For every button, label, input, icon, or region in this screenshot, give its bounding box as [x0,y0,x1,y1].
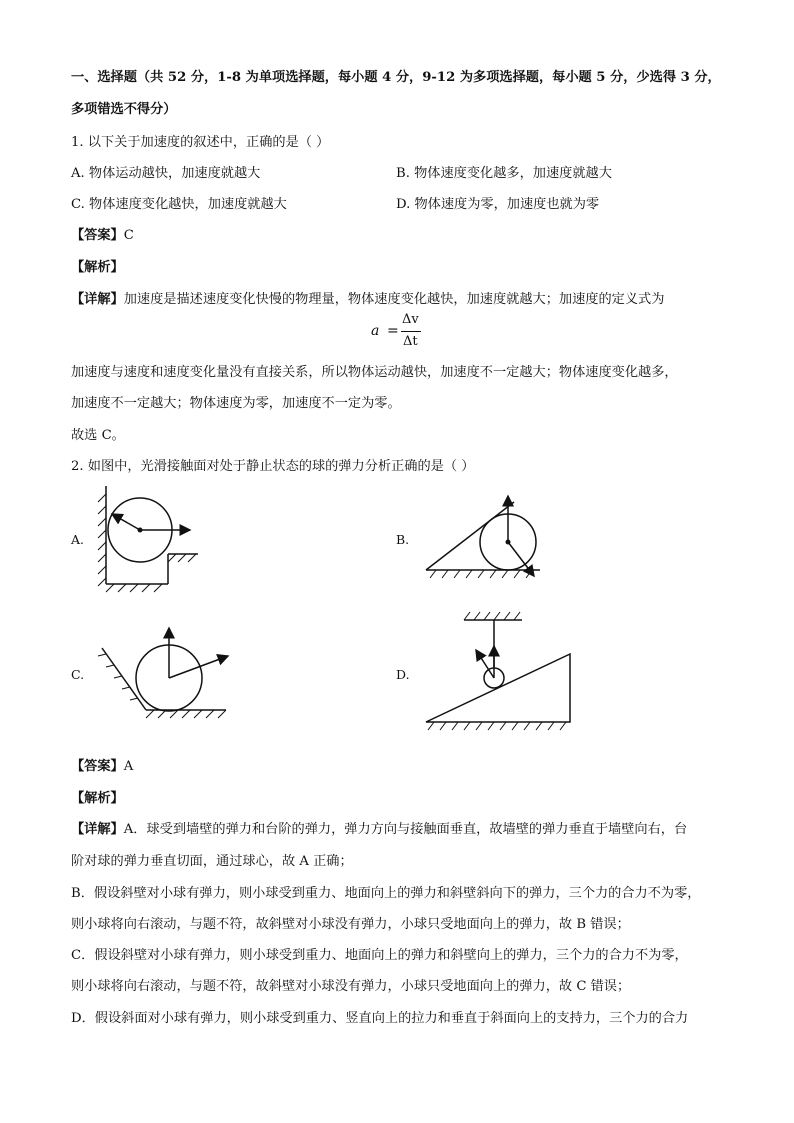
q1-analysis-label: 【解析】 [71,260,124,275]
q1-option-d: D. 物体速度为零，加速度也就为零 [396,197,600,212]
q1-detail-line2: 加速度与速度和速度变化量没有直接关系，所以物体运动越快，加速度不一定越大；物体速度变化越多， [71,365,678,380]
formula-fraction-bar [401,331,421,332]
q1-detail-text: 加速度是描述速度变化快慢的物理量，物体速度变化越快，加速度就越大；加速度的定义式为 [123,292,665,307]
q2-detail-d: D．假设斜面对小球有弹力，则小球受到重力、竖直向上的拉力和垂直于斜面向上的支持力，三个力的合力 [71,1011,689,1026]
figure-c-v-corner [92,622,242,726]
q2-detail-a2: 阶对球的弹力垂直切面，通过球心，故 A 正确； [71,854,353,869]
figure-b-inclined-wall [420,492,550,588]
formula-numerator: Δv [402,312,419,327]
q2-stem: 2. 如图中，光滑接触面对处于静止状态的球的弹力分析正确的是（ ） [71,459,475,474]
q2-label-a: A. [71,532,85,547]
q2-detail-label: 【详解】 [71,822,124,837]
q2-label-b: B. [396,532,410,547]
q1-conclusion: 故选 C。 [71,428,125,443]
figure-a-wall-step [90,480,210,600]
q2-label-c: C. [71,667,85,682]
section-heading-line2: 多项错选不得分） [71,102,177,117]
q2-detail-a-row [71,818,687,837]
q2-analysis-label: 【解析】 [71,791,124,806]
q2-detail-c: C．假设斜壁对小球有弹力，则小球受到重力、地面向上的弹力和斜壁向上的弹力，三个力的合力不为零， [71,948,688,963]
q1-detail-line3: 加速度不一定越大；物体速度为零，加速度不一定为零。 [71,396,401,411]
q1-option-b: B. 物体速度变化越多，加速度就越大 [396,166,612,181]
q1-answer-row [71,224,134,243]
section-heading-line1: 一、选择题（共 52 分，1-8 为单项选择题，每小题 4 分，9-12 为多项选择题，每小题 5 分，少选得 3 分， [71,70,721,85]
q2-answer-row [71,755,133,774]
q1-detail-row [71,288,664,307]
acceleration-formula [371,312,431,352]
q1-answer-value: C [123,228,134,243]
q1-detail-label: 【详解】 [71,292,124,307]
q2-answer-value: A [123,759,134,774]
q1-stem: 1. 以下关于加速度的叙述中，正确的是（ ） [71,135,330,150]
formula-denominator: Δt [403,334,418,349]
q1-answer-label: 【答案】 [71,228,124,243]
q2-detail-a: A．球受到墙壁的弹力和台阶的弹力，弹力方向与接触面垂直，故墙壁的弹力垂直于墙壁向右，台 [123,822,688,837]
figure-d-hanging-ball [420,610,580,736]
q1-option-c: C. 物体速度变化越快，加速度就越大 [71,197,287,212]
formula-lhs: a [371,323,380,339]
q1-option-a: A. 物体运动越快，加速度就越大 [71,166,261,181]
q2-label-d: D. [396,667,410,682]
q2-answer-label: 【答案】 [71,759,124,774]
formula-equals: = [387,323,399,339]
q2-detail-b: B．假设斜壁对小球有弹力，则小球受到重力、地面向上的弹力和斜壁斜向下的弹力，三个力的合力不为零， [71,886,701,901]
q2-detail-c2: 则小球将向右滚动，与题不符，故斜壁对小球没有弹力，小球只受地面向上的弹力，故 C 错误； [71,979,631,994]
q2-detail-b2: 则小球将向右滚动，与题不符，故斜壁对小球没有弹力，小球只受地面向上的弹力，故 B 错误； [71,917,630,932]
